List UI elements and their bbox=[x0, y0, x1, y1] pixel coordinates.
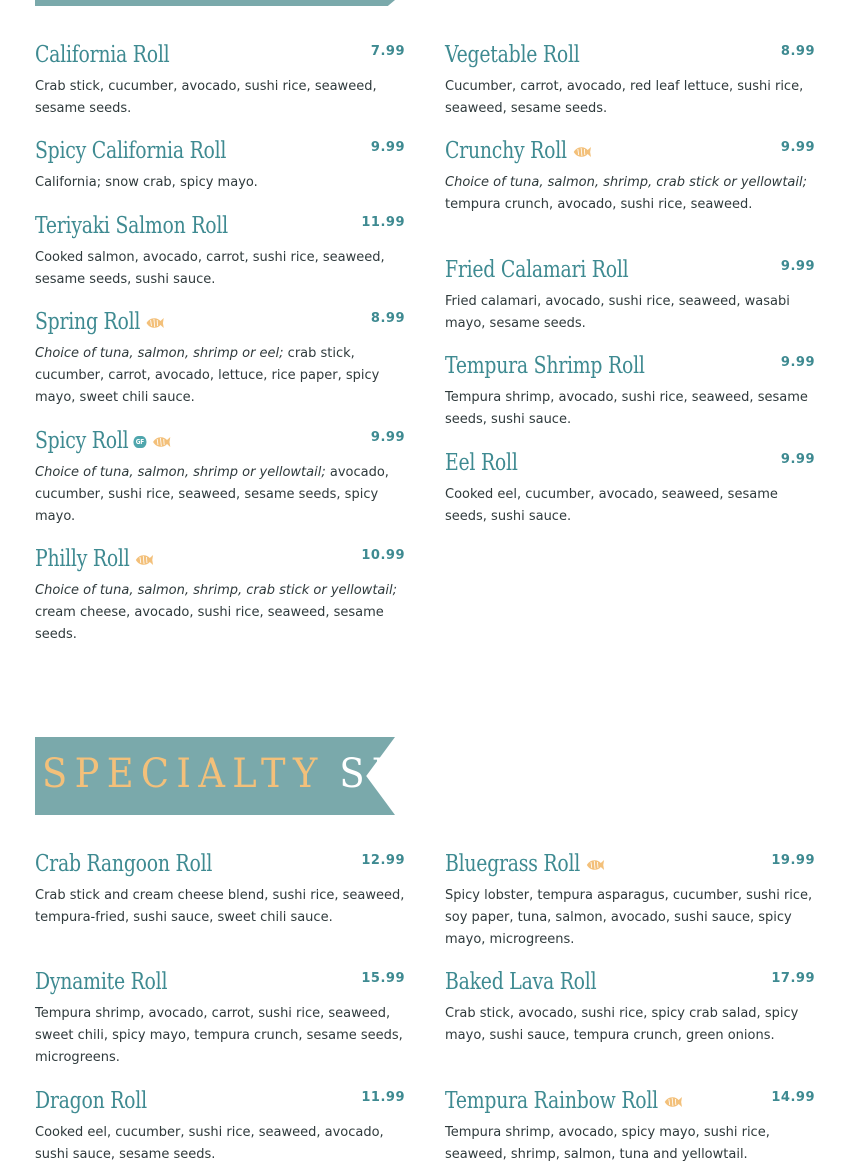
item-ingredients-text: Fried calamari, avocado, sushi rice, seaweed, wasabi mayo, sesame seeds. bbox=[445, 294, 790, 331]
item-ingredients-text: Spicy lobster, tempura asparagus, cucumber, sushi rice, soy paper, tuna, salmon, avocado, sushi sauce, spicy mayo, microgreens. bbox=[445, 888, 813, 947]
item-ingredients-text: crab stick, cucumber, carrot, avocado, lettuce, rice paper, spicy mayo, sweet chili sauce. bbox=[35, 346, 380, 405]
item-ingredients-text: cream cheese, avocado, sushi rice, seaweed, sesame seeds. bbox=[35, 605, 384, 642]
section-title bbox=[42, 748, 504, 800]
item-name-text: Dynamite Roll bbox=[35, 969, 168, 995]
item-name-text: Philly Roll bbox=[35, 546, 130, 572]
item-description bbox=[35, 247, 405, 291]
item-choice-text: Choice of tuna, salmon, shrimp or yellowtail; bbox=[35, 465, 326, 480]
item-name bbox=[35, 307, 165, 338]
item-price: 12.99 bbox=[361, 853, 405, 868]
item-name bbox=[35, 40, 169, 70]
item-description bbox=[445, 484, 815, 528]
item-description bbox=[35, 76, 405, 120]
item-ingredients-text: Crab stick, cucumber, avocado, sushi rice, seaweed, sesame seeds. bbox=[35, 79, 377, 116]
item-name-text: California Roll bbox=[35, 42, 170, 68]
specialty-column-left bbox=[35, 849, 405, 1175]
menu-column-right bbox=[445, 40, 815, 560]
item-ingredients-text: Cooked eel, cucumber, avocado, seaweed, sesame seeds, sushi sauce. bbox=[445, 487, 778, 524]
item-name-text: Tempura Shrimp Roll bbox=[445, 353, 645, 379]
item-ingredients-text: Cooked salmon, avocado, carrot, sushi rice, seaweed, sesame seeds, sushi sauce. bbox=[35, 250, 385, 287]
item-name bbox=[445, 40, 580, 70]
item-name-text: Bluegrass Roll bbox=[445, 851, 581, 877]
item-price: 8.99 bbox=[780, 44, 815, 59]
item-description bbox=[445, 291, 815, 335]
fish-icon bbox=[585, 850, 605, 880]
item-price: 8.99 bbox=[370, 311, 405, 326]
item-ingredients-text: tempura crunch, avocado, sushi rice, seaweed. bbox=[445, 197, 753, 212]
item-name bbox=[35, 544, 154, 575]
item-name bbox=[35, 1086, 147, 1116]
item-description bbox=[35, 462, 405, 528]
item-name bbox=[35, 136, 226, 166]
item-description bbox=[35, 1003, 405, 1069]
fish-icon bbox=[663, 1087, 683, 1117]
item-description bbox=[35, 885, 405, 929]
item-name bbox=[445, 849, 605, 880]
item-name bbox=[35, 849, 212, 879]
item-ingredients-text: California; snow crab, spicy mayo. bbox=[35, 175, 258, 190]
item-name bbox=[445, 351, 645, 381]
item-description bbox=[35, 580, 405, 646]
item-price: 9.99 bbox=[370, 140, 405, 155]
item-description bbox=[35, 343, 405, 409]
item-name-text: Fried Calamari Roll bbox=[445, 257, 629, 283]
item-name bbox=[35, 426, 171, 457]
item-price: 9.99 bbox=[780, 452, 815, 467]
item-name-text: Tempura Rainbow Roll bbox=[445, 1088, 658, 1114]
item-description bbox=[35, 172, 405, 194]
item-ingredients-text: Tempura shrimp, avocado, spicy mayo, sushi rice, seaweed, shrimp, salmon, tuna and yellowtail. bbox=[445, 1125, 770, 1162]
item-ingredients-text: Cucumber, carrot, avocado, red leaf lettuce, sushi rice, seaweed, sesame seeds. bbox=[445, 79, 804, 116]
item-price: 9.99 bbox=[370, 430, 405, 445]
item-description bbox=[445, 885, 815, 951]
menu-column-left bbox=[35, 40, 405, 680]
item-name-text: Spicy California Roll bbox=[35, 138, 227, 164]
item-name-text: Dragon Roll bbox=[35, 1088, 147, 1114]
item-ingredients-text: Tempura shrimp, avocado, carrot, sushi rice, seaweed, sweet chili, spicy mayo, tempura crunch, sesame seeds, microgreens. bbox=[35, 1006, 403, 1065]
section-title-word2: SUSHI bbox=[339, 751, 505, 797]
item-name bbox=[445, 136, 591, 167]
top-section-banner bbox=[35, 0, 395, 6]
fish-icon bbox=[145, 308, 165, 338]
item-description bbox=[445, 387, 815, 431]
item-name-text: Baked Lava Roll bbox=[445, 969, 597, 995]
item-ingredients-text: Crab stick, avocado, sushi rice, spicy crab salad, spicy mayo, sushi sauce, tempura crunch, green onions. bbox=[445, 1006, 799, 1043]
item-name bbox=[445, 967, 596, 997]
item-name-text: Crunchy Roll bbox=[445, 138, 567, 164]
fish-icon bbox=[572, 137, 592, 167]
item-choice-text: Choice of tuna, salmon, shrimp or eel; bbox=[35, 346, 284, 361]
item-price: 9.99 bbox=[780, 355, 815, 370]
item-ingredients-text: avocado, cucumber, sushi rice, seaweed, sesame seeds, spicy mayo. bbox=[35, 465, 389, 524]
gluten-free-badge: GF bbox=[133, 436, 146, 448]
section-title-word1: SPECIALTY bbox=[42, 751, 325, 797]
item-name-text: Teriyaki Salmon Roll bbox=[35, 213, 228, 239]
item-ingredients-text: Crab stick and cream cheese blend, sushi rice, seaweed, tempura-fried, sushi sauce, sweet chili sauce. bbox=[35, 888, 405, 925]
item-price: 9.99 bbox=[780, 140, 815, 155]
item-name bbox=[445, 448, 518, 478]
item-choice-text: Choice of tuna, salmon, shrimp, crab stick or yellowtail; bbox=[35, 583, 397, 598]
item-description bbox=[445, 1003, 815, 1047]
item-description bbox=[445, 76, 815, 120]
item-name bbox=[35, 967, 167, 997]
item-name-text: Crab Rangoon Roll bbox=[35, 851, 213, 877]
item-name bbox=[35, 211, 228, 241]
fish-icon bbox=[151, 427, 171, 457]
fish-icon bbox=[134, 545, 154, 575]
specialty-column-right bbox=[445, 849, 815, 1175]
item-price: 11.99 bbox=[361, 1090, 405, 1105]
item-name-text: Eel Roll bbox=[445, 450, 518, 476]
item-price: 17.99 bbox=[771, 971, 815, 986]
item-ingredients-text: Tempura shrimp, avocado, sushi rice, seaweed, sesame seeds, sushi sauce. bbox=[445, 390, 808, 427]
item-price: 7.99 bbox=[370, 44, 405, 59]
item-name-text: Vegetable Roll bbox=[445, 42, 580, 68]
item-price: 14.99 bbox=[771, 1090, 815, 1105]
item-price: 11.99 bbox=[361, 215, 405, 230]
item-price: 9.99 bbox=[780, 259, 815, 274]
item-description bbox=[445, 172, 815, 216]
item-price: 10.99 bbox=[361, 548, 405, 563]
item-description bbox=[445, 1122, 815, 1166]
item-price: 19.99 bbox=[771, 853, 815, 868]
item-description bbox=[35, 1122, 405, 1166]
item-name bbox=[445, 255, 628, 285]
item-name bbox=[445, 1086, 683, 1117]
item-name-text: Spring Roll bbox=[35, 309, 141, 335]
item-ingredients-text: Cooked eel, cucumber, sushi rice, seaweed, avocado, sushi sauce, sesame seeds. bbox=[35, 1125, 384, 1162]
item-name-text: Spicy Roll bbox=[35, 428, 129, 454]
item-price: 15.99 bbox=[361, 971, 405, 986]
item-choice-text: Choice of tuna, salmon, shrimp, crab stick or yellowtail; bbox=[445, 175, 807, 190]
